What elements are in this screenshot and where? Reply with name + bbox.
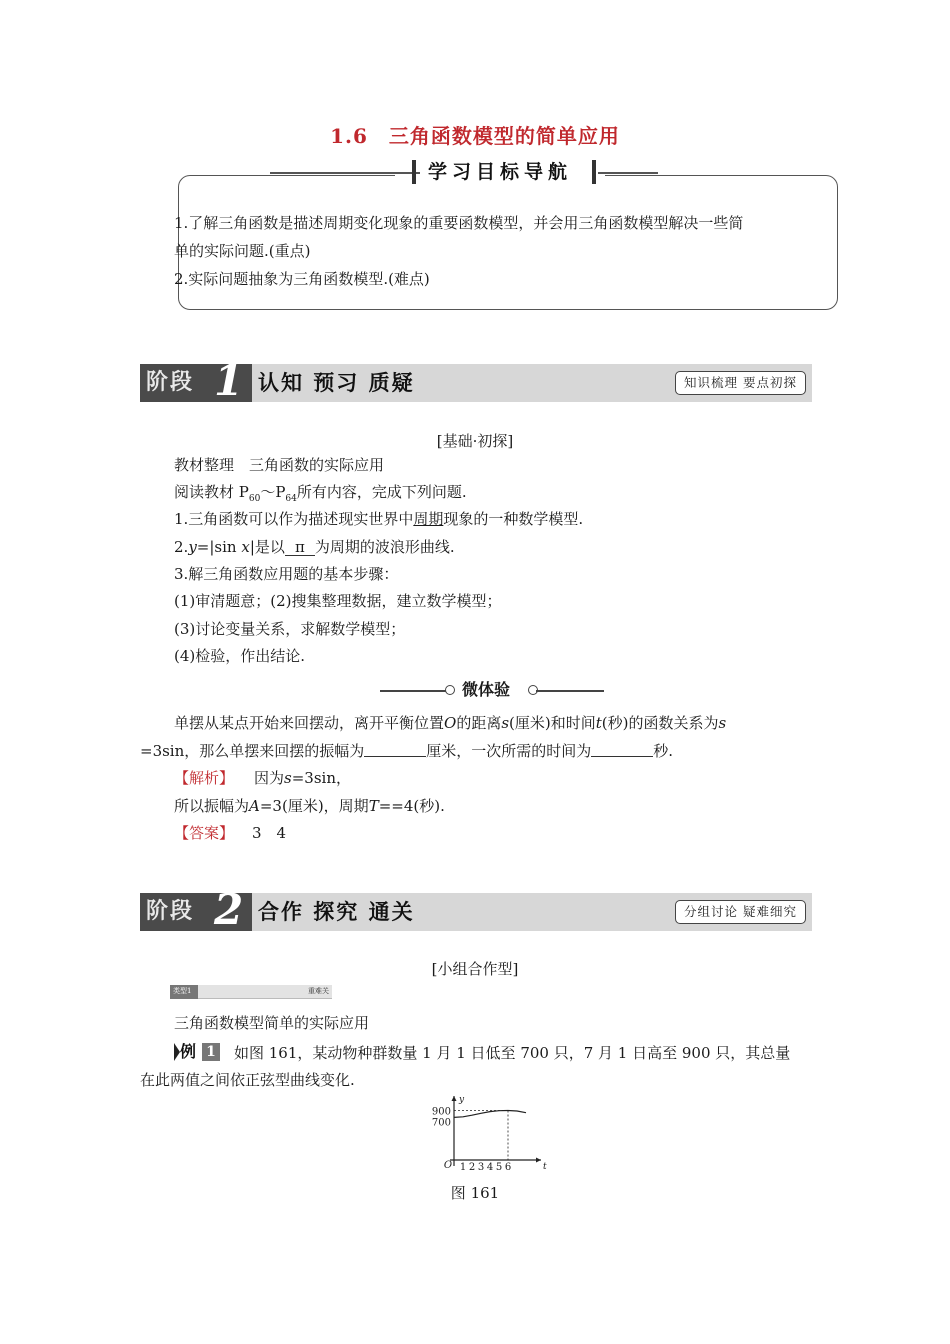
weiti-dot-left [445,685,455,695]
origin-label: O [443,1160,453,1171]
goals-header-rule-left [270,172,420,174]
x-tick-label: 2 [468,1162,476,1173]
reading-instruction: 阅读教材 $P_{60}\sim P_{64}$所有内容，完成下列问题. [174,483,467,504]
x-tick-label: 4 [486,1162,494,1173]
step-4: (4)检验，作出结论. [174,647,306,665]
x-axis-arrow [536,1158,541,1163]
jiexi-label: 【解析】 [174,769,235,787]
type-bar [170,985,332,999]
jiexi-conclusion: 所以振幅为A=3(厘米)，周期T==4(秒). [174,797,445,815]
goals-header: 学习目标导航 [427,161,572,183]
step-3: (3)讨论变量关系，求解数学模型； [174,620,406,638]
stage-1-banner [140,356,812,405]
weiti-header: 微体验 [462,680,511,699]
example-text-1: 如图 161，某动物种群数量 1 月 1 日低至 700 只，7 月 1 日高至 900 只，其总量 [234,1044,791,1062]
stage-1-subtitle: [基础·初探] [436,432,514,450]
y-tick-label: 700 [431,1117,451,1129]
stage-1-badge [140,356,252,405]
stage-2-banner [140,885,812,934]
series-line [454,1111,526,1118]
example-label: 例 [180,1042,197,1061]
goal-1: 1.了解三角函数是描述周期变化现象的重要函数模型，并会用三角函数模型解决一些简 [174,214,744,232]
population-chart [420,1092,560,1174]
weiti-rule-left [380,690,448,692]
steps-1-2: (1)审清题意；(2)搜集整理数据，建立数学模型； [174,592,502,610]
page-title: 1.6 三角函数模型的简单应用 [330,124,620,148]
stage-1-number: 1 [214,356,244,405]
stage-2-subtitle: [小组合作型] [431,960,519,978]
weiti-question-continued: =3sin，那么单摆来回摆的振幅为 厘米，一次所需的时间为 秒. [140,742,674,760]
x-tick-label: 6 [504,1162,512,1173]
example-number: 1 [202,1043,220,1061]
stage-1-label: 阶段 [146,370,195,395]
answer-line [174,823,286,843]
goals-header-rule-right [598,172,658,174]
stage-2-number: 2 [214,885,244,934]
stage-1-tag: 知识梳理 要点初探 [675,371,806,395]
stage-2-badge [140,885,252,934]
x-tick-label: 1 [459,1162,467,1173]
stage-2-label: 阶段 [146,899,195,924]
goals-header-bar-left [412,160,416,184]
amplitude-blank [364,743,426,757]
example-badge [174,1042,222,1062]
period-blank [591,743,653,757]
weiti-rule-right [536,690,604,692]
item-3: 3.解三角函数应用题的基本步骤： [174,565,399,583]
weiti-question: 单摆从某点开始来回摆动，离开平衡位置O的距离s(厘米)和时间t(秒)的函数关系为s [174,714,727,732]
type-heading: 三角函数模型简单的实际应用 [174,1014,370,1032]
stage-1-title: 认知 预习 质疑 [258,370,415,395]
jiexi-line: 【解析】 因为s=3sin， [174,769,352,787]
item-2: 2.y=|sin x|是以 π 为周期的波浪形曲线. [174,538,455,556]
answer-value: 3 4 [252,824,287,842]
x-tick-label: 3 [477,1162,485,1173]
figure-caption: 图 161 [450,1184,500,1202]
x-tick-label: 5 [495,1162,503,1173]
y-axis-label: y [459,1095,465,1105]
item-1: 1.三角函数可以作为描述现实世界中周期现象的一种数学模型. [174,510,584,528]
answer-label: 【答案】 [174,824,235,842]
goal-1-continued: 单的实际问题.(重点) [174,242,311,260]
type-bar-level: 重难关 [308,987,329,995]
y-tick-label: 900 [431,1106,451,1118]
example-text-2: 在此两值之间依正弦型曲线变化. [140,1071,355,1089]
type-bar-label: 类型1 [173,987,192,995]
stage-2-title: 合作 探究 通关 [258,899,415,924]
goals-header-bar-right [592,160,596,184]
y-axis-arrow [452,1096,457,1101]
stage-2-tag: 分组讨论 疑难细究 [675,900,806,924]
goal-2: 2.实际问题抽象为三角函数模型.(难点) [174,270,430,288]
x-axis-label: t [543,1162,547,1172]
pi-answer: π [285,540,315,556]
section-heading: 教材整理 三角函数的实际应用 [174,456,385,474]
